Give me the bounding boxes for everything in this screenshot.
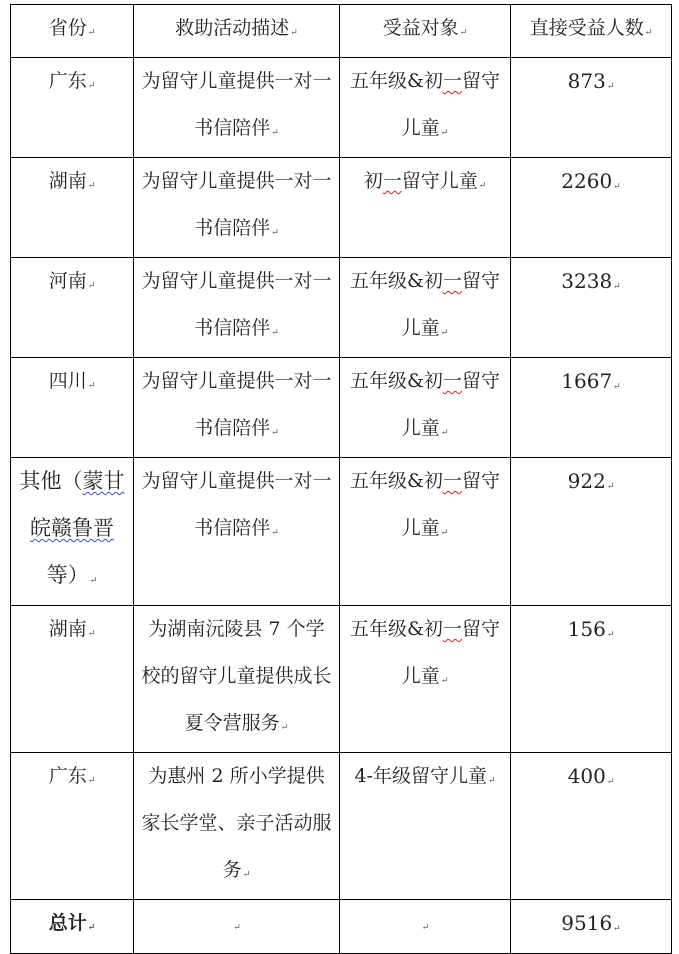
total-label-cell: 总计 ↵ — [11, 900, 134, 954]
province-cell: 湖南 ↵ — [11, 158, 134, 258]
province-cell: 河南 ↵ — [11, 258, 134, 358]
province-cell: 四川 ↵ — [11, 358, 134, 458]
target-cell: 五年级&初一留守儿童 ↵ — [340, 458, 511, 606]
total-count-cell: 9516 ↵ — [511, 900, 672, 954]
target-cell: 五年级&初一留守儿童 ↵ — [340, 358, 511, 458]
description-cell: 为留守儿童提供一对一书信陪伴 ↵ — [134, 58, 340, 158]
province-cell: 其他（蒙甘皖赣鲁晋等） ↵ — [11, 458, 134, 606]
table-row — [11, 458, 672, 606]
header-target: 受益对象 ↵ — [340, 5, 511, 58]
table-row — [11, 753, 672, 900]
province-cell: 湖南 ↵ — [11, 606, 134, 753]
beneficiary-table — [10, 4, 672, 954]
description-cell: 为惠州 2 所小学提供家长学堂、亲子活动服务 ↵ — [134, 753, 340, 900]
description-cell: 为留守儿童提供一对一书信陪伴 ↵ — [134, 458, 340, 606]
description-cell: 为留守儿童提供一对一书信陪伴 ↵ — [134, 158, 340, 258]
table-row — [11, 358, 672, 458]
count-cell: 2260 ↵ — [511, 158, 672, 258]
count-cell: 1667 ↵ — [511, 358, 672, 458]
table-row — [11, 258, 672, 358]
table-row — [11, 606, 672, 753]
header-count: 直接受益人数 ↵ — [511, 5, 672, 58]
table-header-row — [11, 5, 672, 58]
description-cell: 为湖南沅陵县 7 个学校的留守儿童提供成长夏令营服务 ↵ — [134, 606, 340, 753]
target-cell: 五年级&初一留守儿童 ↵ — [340, 258, 511, 358]
count-cell: 3238 ↵ — [511, 258, 672, 358]
table-row — [11, 58, 672, 158]
table-row — [11, 158, 672, 258]
target-cell: 初一留守儿童 ↵ — [340, 158, 511, 258]
count-cell: 400 ↵ — [511, 753, 672, 900]
count-cell: 922 ↵ — [511, 458, 672, 606]
target-cell: 五年级&初一留守儿童 ↵ — [340, 606, 511, 753]
description-cell: 为留守儿童提供一对一书信陪伴 ↵ — [134, 258, 340, 358]
count-cell: 156 ↵ — [511, 606, 672, 753]
target-cell: 4-年级留守儿童 ↵ — [340, 753, 511, 900]
target-cell: 五年级&初一留守儿童 ↵ — [340, 58, 511, 158]
province-cell: 广东 ↵ — [11, 58, 134, 158]
header-description: 救助活动描述 ↵ — [134, 5, 340, 58]
description-cell: 为留守儿童提供一对一书信陪伴 ↵ — [134, 358, 340, 458]
count-cell: 873 ↵ — [511, 58, 672, 158]
province-cell: 广东 ↵ — [11, 753, 134, 900]
header-province: 省份 ↵ — [11, 5, 134, 58]
